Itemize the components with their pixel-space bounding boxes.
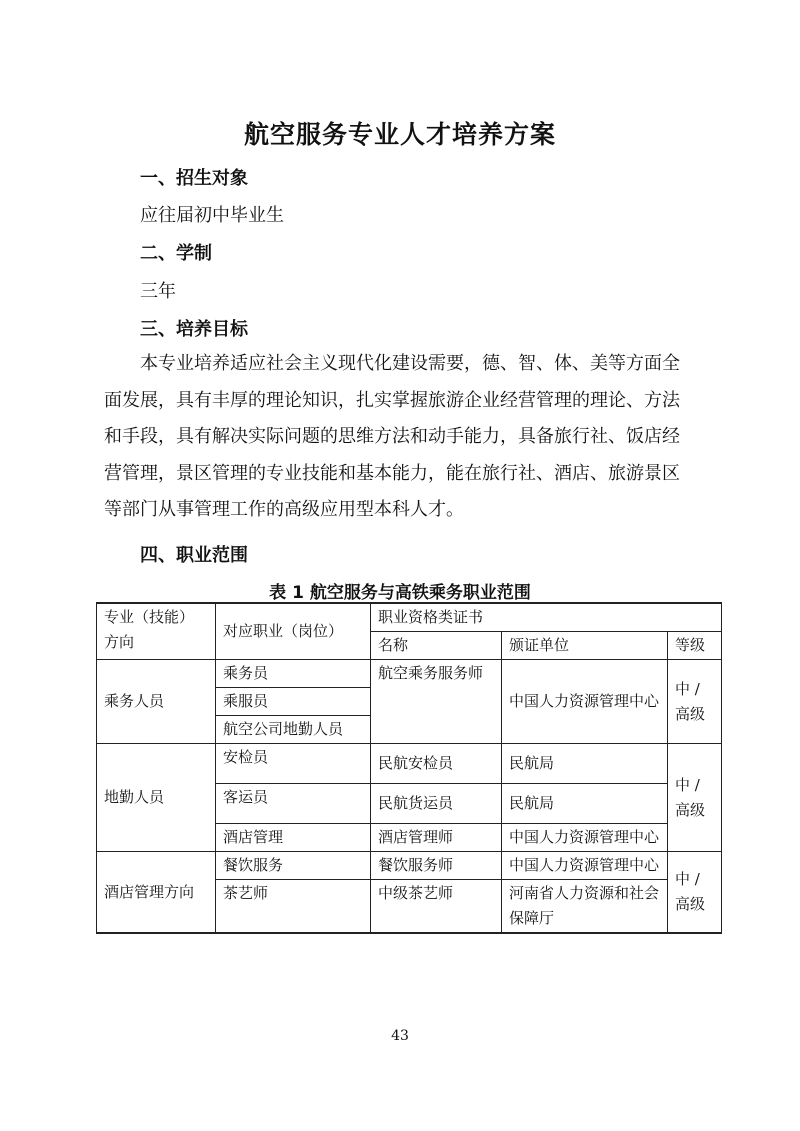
page-number: 43 <box>391 1028 409 1044</box>
objective-line: 本专业培养适应社会主义现代化建设需要，德、智、体、美等方面全 <box>140 353 680 374</box>
header-post: 对应职业（岗位） <box>216 603 371 660</box>
objective-line: 营管理，景区管理的专业技能和基本能力，能在旅行社、酒店、旅游景区 <box>104 462 680 484</box>
issuer-cell: 中国人力资源管理中心 <box>502 852 668 880</box>
objective-line: 面发展，具有丰厚的理论知识，扎实掌握旅游企业经营管理的理论、方法 <box>104 389 680 411</box>
direction-cell: 地勤人员 <box>97 744 216 852</box>
issuer-cell: 民航局 <box>502 784 668 824</box>
duration-text: 三年 <box>140 281 176 302</box>
cert-cell: 航空乘务服务师 <box>371 660 502 744</box>
admission-text: 应往届初中毕业生 <box>140 205 284 226</box>
objective-line: 等部门从事管理工作的高级应用型本科人才。 <box>104 499 464 520</box>
post-cell: 茶艺师 <box>216 880 371 934</box>
header-cert: 职业资格类证书 <box>371 603 722 632</box>
issuer-cell: 民航局 <box>502 744 668 784</box>
heading-duration: 二、学制 <box>140 243 212 264</box>
level-cell: 中 / 高级 <box>668 744 722 852</box>
header-issuer: 颁证单位 <box>502 632 668 660</box>
cert-cell: 中级茶艺师 <box>371 880 502 934</box>
career-scope-table <box>96 602 722 934</box>
issuer-cell: 河南省人力资源和社会保障厅 <box>502 880 668 934</box>
post-cell: 客运员 <box>216 784 371 824</box>
document-title: 航空服务专业人才培养方案 <box>243 120 556 149</box>
issuer-cell: 中国人力资源管理中心 <box>502 824 668 852</box>
issuer-cell: 中国人力资源管理中心 <box>502 660 668 744</box>
level-cell: 中 / 高级 <box>668 852 722 934</box>
post-cell: 乘服员 <box>216 688 371 716</box>
objective-line: 和手段，具有解决实际问题的思维方法和动手能力，具备旅行社、饭店经 <box>104 426 680 447</box>
cert-cell: 酒店管理师 <box>371 824 502 852</box>
post-cell: 安检员 <box>216 744 371 784</box>
cert-cell: 餐饮服务师 <box>371 852 502 880</box>
heading-career-scope: 四、职业范围 <box>140 545 248 566</box>
header-level: 等级 <box>668 632 722 660</box>
cert-cell: 民航货运员 <box>371 784 502 824</box>
direction-cell: 酒店管理方向 <box>97 852 216 934</box>
table-caption: 表 1 航空服务与高铁乘务职业范围 <box>269 583 531 603</box>
level-cell: 中 / 高级 <box>668 660 722 744</box>
post-cell: 航空公司地勤人员 <box>216 716 371 744</box>
header-name: 名称 <box>371 632 502 660</box>
cert-cell: 民航安检员 <box>371 744 502 784</box>
post-cell: 酒店管理 <box>216 824 371 852</box>
direction-cell: 乘务人员 <box>97 660 216 744</box>
post-cell: 乘务员 <box>216 660 371 688</box>
header-direction: 专业（技能）方向 <box>97 603 216 660</box>
post-cell: 餐饮服务 <box>216 852 371 880</box>
heading-admission: 一、招生对象 <box>140 168 248 189</box>
objective-paragraph <box>104 346 700 529</box>
heading-objective: 三、培养目标 <box>140 319 248 340</box>
